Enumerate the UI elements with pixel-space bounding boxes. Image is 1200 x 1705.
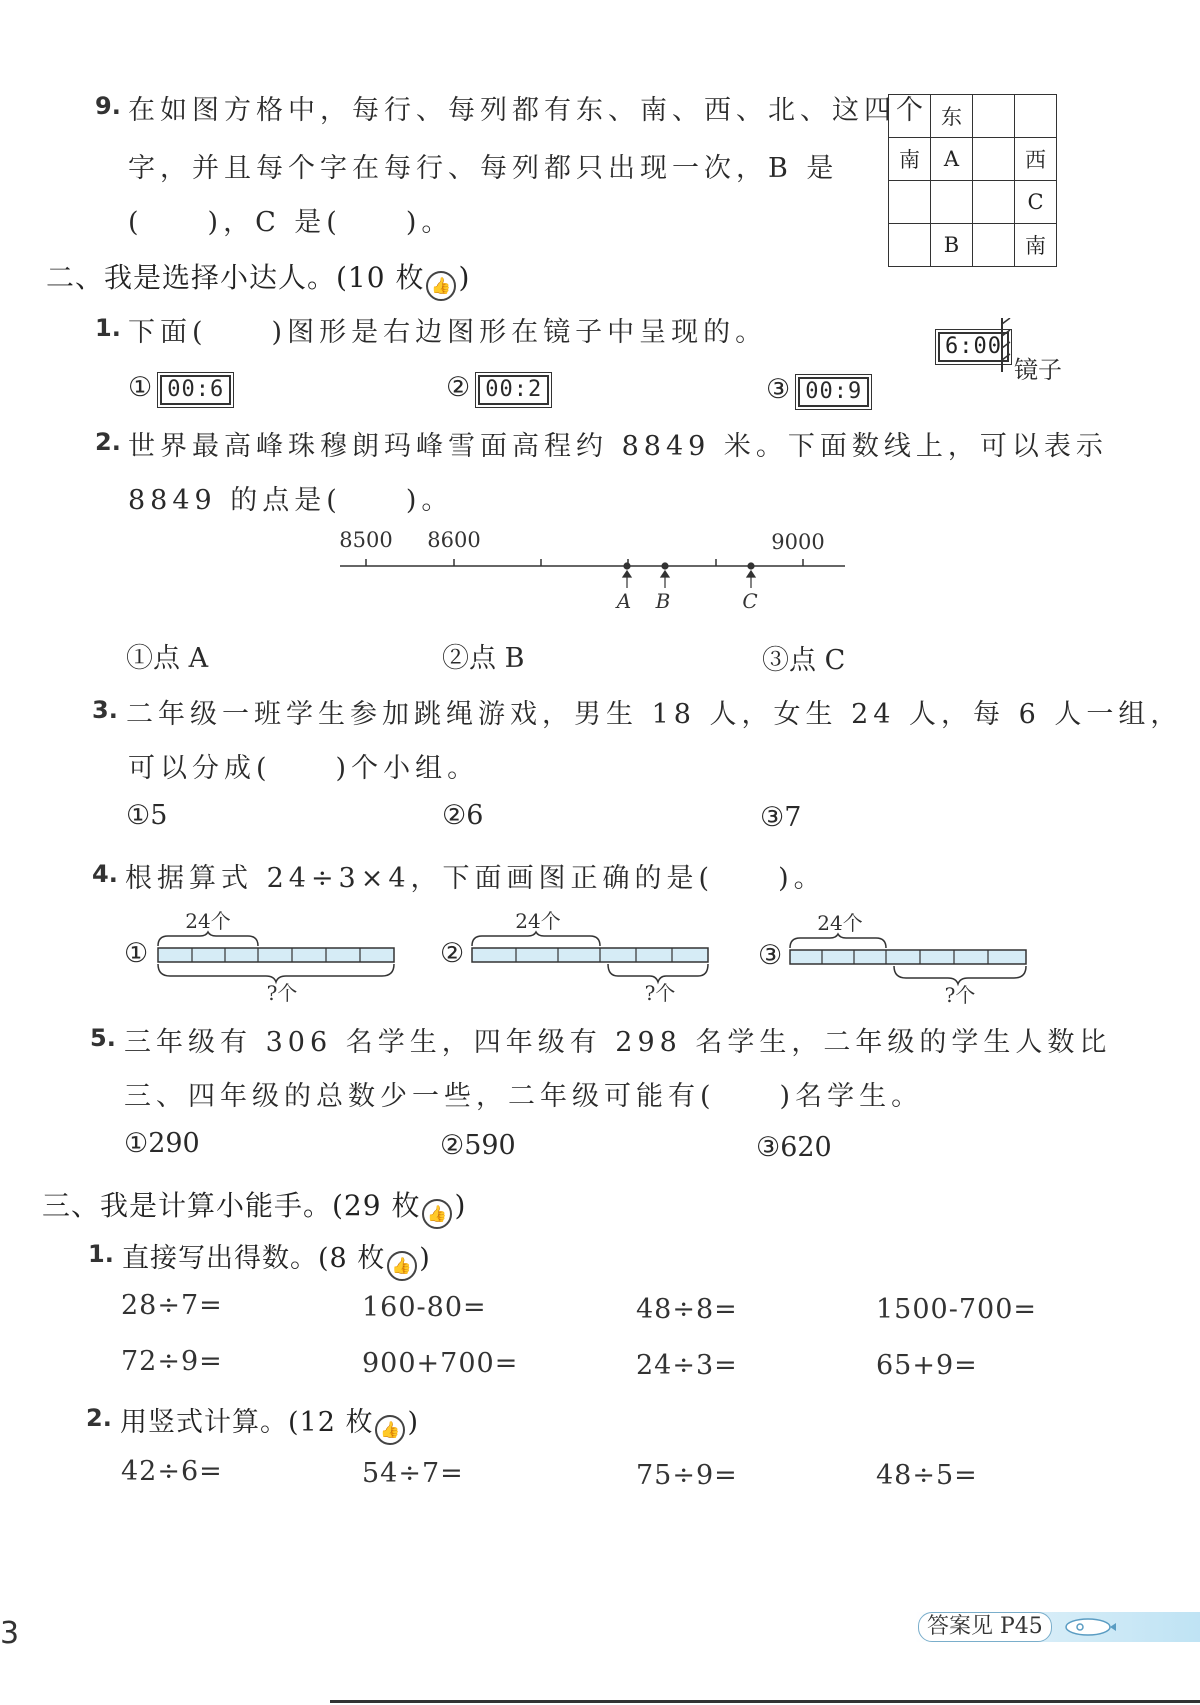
question-text: 三、四年级的总数少一些，二年级可能有( )名学生。 [124,1081,924,1112]
option-3[interactable]: ③620 [756,1132,832,1163]
top-brace-label: 24个 [817,911,863,935]
thumbs-up-icon: 👍 [375,1415,405,1445]
question-number: 4. [92,860,118,888]
direction-grid [888,94,1057,267]
option-2[interactable]: ②590 [440,1130,516,1161]
grid-cell [889,181,931,224]
option-3[interactable]: ③7 [760,802,802,833]
question-number: 2. [86,1404,112,1432]
option-clock: 00:9 [798,377,869,407]
number-line [330,530,850,620]
bar-diagram-2 [466,904,716,1004]
bottom-brace-label: ?个 [944,983,976,1006]
question-text: 字，并且每个字在每行、每列都只出现一次，B 是 [128,153,839,184]
grid-cell: B [931,224,973,267]
grid-cell [973,224,1015,267]
option-clock: 00:2 [478,375,549,405]
question-text: 三年级有 306 名学生，四年级有 298 名学生，二年级的学生人数比 [124,1027,1112,1058]
equation: 65+9= [876,1350,978,1381]
option-mark: ② [446,372,471,403]
section-title [46,256,470,301]
equation: 42÷6= [121,1456,223,1487]
rocket-icon [1058,1614,1118,1640]
grid-cell [889,95,931,138]
question-number: 3. [92,696,118,724]
point-label: A [616,589,632,613]
grid-cell: C [1015,181,1057,224]
equation: 48÷5= [876,1460,978,1491]
question-text: 在如图方格中，每行、每列都有东、南、西、北、这四个 [128,95,928,126]
question-number: 1. [95,314,121,342]
tick-label: 8500 [339,530,393,552]
thumbs-up-icon: 👍 [387,1251,417,1281]
option-2[interactable] [446,372,549,405]
option-3[interactable]: ③点 C [762,645,846,676]
question-text: ( )，C 是( )。 [128,207,454,238]
equation: 1500-700= [876,1294,1037,1325]
point-label: C [742,589,758,613]
question-text: 根据算式 24÷3×4，下面画图正确的是( )。 [125,863,826,894]
grid-cell: 东 [931,95,973,138]
question-title [122,1236,431,1281]
option-1[interactable]: ①290 [124,1128,200,1159]
grid-cell [1015,95,1057,138]
clock-digits: 6:00 [938,332,1009,362]
question-text: 可以分成( )个小组。 [128,753,480,784]
page-number: 3 [0,1616,20,1651]
mirror-icon [998,318,1014,372]
option-2[interactable]: ②6 [442,800,484,831]
section-title-close: ) [454,1189,467,1222]
option-2-mark[interactable]: ② [440,938,465,969]
equation: 28÷7= [121,1290,223,1321]
question-text: 世界最高峰珠穆朗玛峰雪面高程约 8849 米。下面数线上，可以表示 [128,431,1108,462]
mirror-label: 镜子 [1014,356,1062,384]
option-clock: 00:6 [160,375,231,405]
question-number: 1. [88,1240,114,1268]
answer-reference: 答案见 P45 [918,1612,1052,1642]
bottom-brace-label: ?个 [644,981,676,1004]
section-title [42,1184,466,1229]
grid-cell: 西 [1015,138,1057,181]
option-2[interactable]: ②点 B [442,643,525,674]
equation: 75÷9= [636,1460,738,1491]
option-3-mark[interactable]: ③ [758,940,783,971]
option-mark: ① [128,372,153,403]
grid-cell: 南 [889,138,931,181]
option-1-mark[interactable]: ① [124,938,149,969]
grid-cell [973,138,1015,181]
question-title-close: ) [419,1243,431,1274]
section-title-text: 三、我是计算小能手。(29 枚 [42,1189,421,1222]
question-number: 5. [90,1024,116,1052]
grid-cell: A [931,138,973,181]
equation: 54÷7= [362,1458,464,1489]
point-label: B [655,589,671,613]
equation: 48÷8= [636,1294,738,1325]
question-title [120,1400,419,1445]
grid-cell [931,181,973,224]
option-3[interactable] [766,374,869,407]
equation: 72÷9= [121,1346,223,1377]
option-mark: ③ [766,374,791,405]
bar-diagram-1 [150,904,400,1004]
question-number: 2. [95,428,121,456]
question-title-close: ) [407,1407,420,1438]
question-number: 9. [95,92,121,120]
option-1[interactable]: ①5 [126,800,168,831]
tick-label: 9000 [771,530,825,554]
top-brace-label: 24个 [515,909,561,933]
question-text: 下面( )图形是右边图形在镜子中呈现的。 [128,317,768,348]
thumbs-up-icon: 👍 [426,271,456,301]
equation: 24÷3= [636,1350,738,1381]
question-text: 8849 的点是( )。 [128,485,454,516]
question-text: 二年级一班学生参加跳绳游戏，男生 18 人，女生 24 人，每 6 人一组， [126,699,1183,730]
tick-label: 8600 [427,530,481,552]
grid-cell [973,181,1015,224]
thumbs-up-icon: 👍 [422,1199,452,1229]
equation: 900+700= [362,1348,519,1379]
section-title-close: ) [458,261,471,294]
grid-cell [973,95,1015,138]
equation: 160-80= [362,1292,487,1323]
grid-cell [889,224,931,267]
question-title-text: 直接写出得数。(8 枚 [122,1243,386,1274]
question-title-text: 用竖式计算。(12 枚 [120,1407,374,1438]
bottom-brace-label: ?个 [266,981,298,1004]
top-brace-label: 24个 [185,909,231,933]
option-1[interactable] [128,372,231,405]
option-1[interactable]: ①点 A [126,643,209,674]
bottom-rule [330,1700,1200,1703]
grid-cell: 南 [1015,224,1057,267]
bar-diagram-3 [784,906,1034,1006]
section-title-text: 二、我是选择小达人。(10 枚 [46,261,425,294]
